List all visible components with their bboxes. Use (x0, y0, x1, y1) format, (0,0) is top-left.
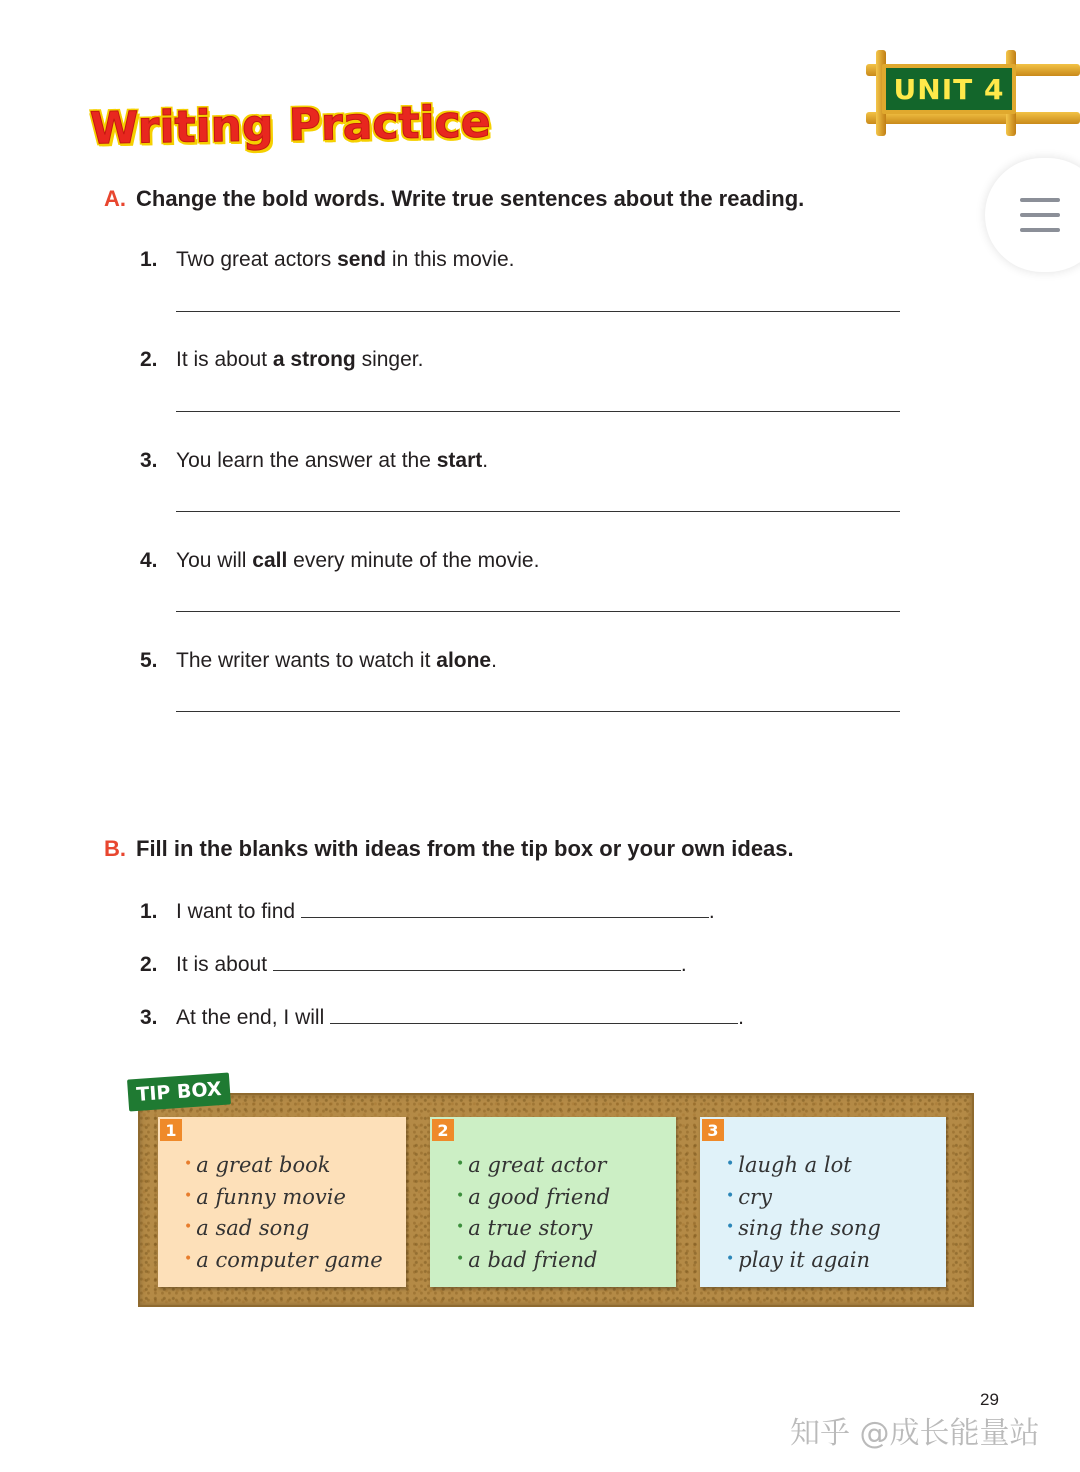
bullet-icon: • (456, 1219, 465, 1235)
bold-word: call (252, 549, 288, 572)
tip-text: a great book (196, 1153, 331, 1177)
list-item (456, 1149, 610, 1181)
watermark: 知乎 @成长能量站 (790, 1416, 1040, 1451)
bold-word: alone (436, 649, 492, 672)
item-number: 4. (140, 549, 158, 572)
list-item (184, 1244, 383, 1276)
answer-line-a5[interactable] (176, 711, 900, 712)
item-text: Two great actors (176, 248, 338, 271)
tip-text: play it again (738, 1247, 871, 1272)
tip-list (184, 1149, 383, 1275)
tip-note-2 (430, 1117, 676, 1287)
tip-text: a true story (468, 1216, 593, 1240)
section-a-heading (104, 186, 804, 212)
tip-text: a good friend (468, 1184, 611, 1209)
tip-note-number: 3 (702, 1119, 724, 1141)
item-number: 3. (140, 449, 158, 472)
list-item (184, 1149, 383, 1181)
item-text: singer. (355, 348, 424, 371)
item-period: . (708, 900, 715, 923)
item-period: . (738, 1006, 744, 1029)
item-text: The writer wants to watch it (176, 649, 437, 672)
list-item (456, 1244, 610, 1276)
item-text: It is about (176, 953, 268, 976)
item-number: 5. (140, 649, 158, 672)
section-b-heading (104, 836, 794, 862)
hamburger-menu-icon-line (1020, 228, 1060, 232)
tip-text: a great actor (468, 1153, 607, 1177)
item-text: It is about (176, 348, 273, 371)
hamburger-menu-icon-line (1020, 213, 1060, 217)
list-item (726, 1149, 881, 1181)
hamburger-menu-icon (1020, 198, 1060, 202)
bullet-icon: • (726, 1156, 735, 1172)
tip-text: laugh a lot (738, 1153, 852, 1177)
tip-text: cry (738, 1184, 772, 1209)
section-a-letter: A. (104, 186, 126, 211)
item-number: 2. (140, 348, 158, 371)
bold-word: send (337, 248, 387, 271)
exercise-a-item (140, 248, 514, 272)
section-b-letter: B. (104, 836, 126, 861)
blank-b1[interactable] (301, 898, 709, 918)
item-number: 2. (140, 953, 158, 976)
exercise-b-item (140, 898, 715, 924)
bold-word: start (436, 449, 483, 472)
blank-b3[interactable] (330, 1004, 738, 1024)
list-item (726, 1181, 881, 1213)
list-item (456, 1212, 610, 1244)
exercise-a-item (140, 348, 423, 372)
blank-b2[interactable] (273, 951, 681, 971)
item-text: You will (176, 549, 253, 572)
tip-text: a bad friend (468, 1247, 598, 1272)
exercise-a-item (140, 449, 488, 473)
bullet-icon: • (726, 1219, 735, 1235)
list-item (184, 1212, 383, 1244)
tip-list (726, 1149, 881, 1275)
exercise-b-item (140, 1004, 744, 1030)
list-item (456, 1181, 610, 1213)
tip-note-3 (700, 1117, 946, 1287)
section-a-instruction: Change the bold words. Write true sentences about the reading. (136, 186, 805, 211)
exercise-a-item (140, 649, 497, 673)
tip-text: a computer game (196, 1247, 383, 1272)
item-text: . (482, 449, 489, 472)
page-title: Writing Practice (89, 96, 491, 155)
answer-line-a2[interactable] (176, 411, 900, 412)
bullet-icon: • (184, 1156, 193, 1172)
answer-line-a3[interactable] (176, 511, 900, 512)
tip-note-number: 1 (160, 1119, 182, 1141)
tip-text: a funny movie (196, 1184, 346, 1209)
exercise-b-item (140, 951, 687, 977)
item-text: I want to find (176, 900, 296, 923)
tip-note-number: 2 (432, 1119, 454, 1141)
item-number: 3. (140, 1006, 158, 1029)
answer-line-a4[interactable] (176, 611, 900, 612)
list-item (184, 1181, 383, 1213)
item-text: in this movie. (386, 248, 515, 271)
unit-label: UNIT 4 (882, 64, 1016, 114)
tip-box-label: TIP BOX (127, 1072, 231, 1111)
bullet-icon: • (184, 1250, 193, 1267)
tip-text: sing the song (738, 1216, 881, 1240)
bullet-icon: • (726, 1187, 735, 1204)
list-item (726, 1212, 881, 1244)
bullet-icon: • (726, 1250, 735, 1267)
answer-line-a1[interactable] (176, 311, 900, 312)
item-text: You learn the answer at the (176, 449, 437, 472)
tip-list (456, 1149, 610, 1275)
item-text: At the end, I will (176, 1006, 325, 1029)
menu-button[interactable] (985, 158, 1080, 272)
list-item (726, 1244, 881, 1276)
page-number: 29 (980, 1390, 999, 1409)
tip-text: a sad song (196, 1216, 310, 1240)
exercise-a-item (140, 549, 539, 573)
item-text: every minute of the movie. (287, 549, 540, 572)
tip-note-1 (158, 1117, 406, 1287)
bullet-icon: • (456, 1250, 465, 1267)
bullet-icon: • (456, 1187, 465, 1204)
unit-sign (866, 50, 1080, 136)
section-b-instruction: Fill in the blanks with ideas from the tip box or your own ideas. (136, 836, 794, 861)
item-number: 1. (140, 900, 158, 923)
bold-word: a strong (272, 348, 356, 371)
item-number: 1. (140, 248, 158, 271)
bullet-icon: • (184, 1187, 193, 1204)
item-period: . (680, 953, 687, 976)
bullet-icon: • (184, 1219, 193, 1235)
bullet-icon: • (456, 1156, 465, 1172)
item-text: . (491, 649, 497, 672)
